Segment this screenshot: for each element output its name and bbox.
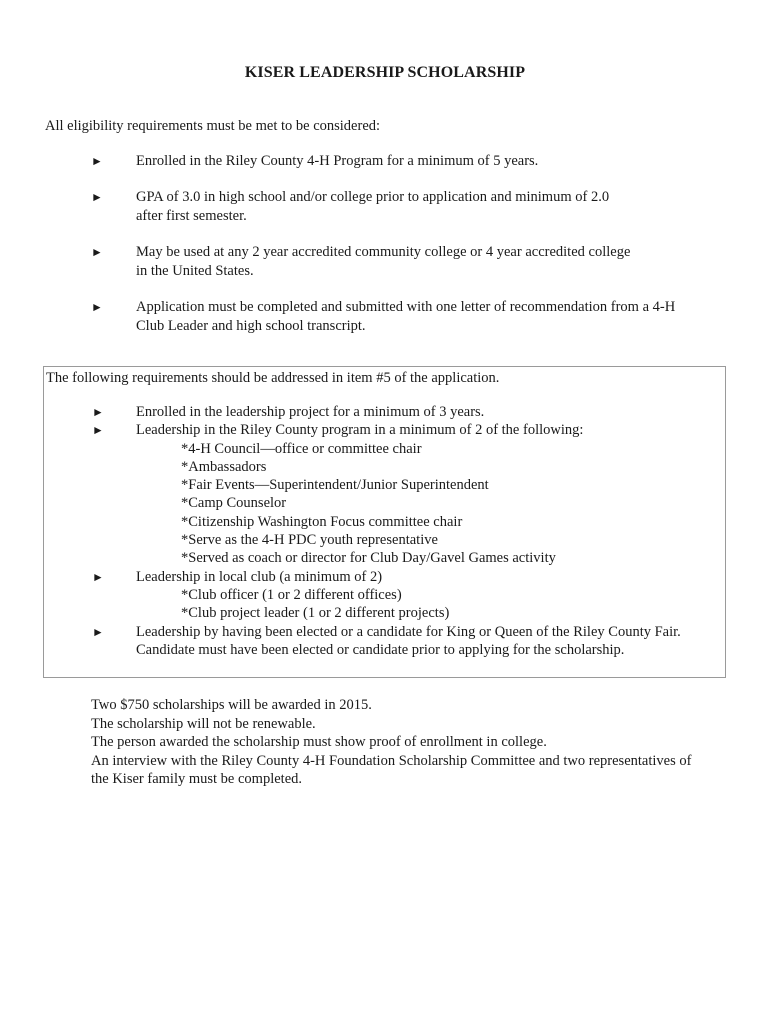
item5-item-text: Candidate must have been elected or candidate prior to applying for the scholarship.: [136, 641, 625, 658]
item5-subitem: [44, 513, 725, 531]
item5-list: [44, 403, 725, 659]
bullet-arrow-icon: ►: [92, 624, 104, 639]
item5-subitem: [44, 604, 725, 622]
item5-subitem: [44, 458, 725, 476]
bullet-arrow-icon: ►: [92, 423, 104, 438]
eligibility-item-text: [136, 188, 716, 226]
item5-subitem-text: *4-H Council—office or committee chair: [181, 440, 422, 457]
bullet-arrow-icon: ►: [91, 190, 103, 204]
eligibility-line: Enrolled in the Riley County 4-H Program for a minimum of 5 years.: [136, 153, 539, 169]
eligibility-line: in the United States.: [136, 263, 254, 279]
eligibility-item: [0, 298, 770, 336]
eligibility-item-text: [136, 152, 716, 171]
eligibility-line: Application must be completed and submitted with one letter of recommendation from a 4-H: [136, 299, 676, 315]
item5-item: [44, 421, 725, 439]
item5-requirements-box: [43, 366, 726, 678]
item5-subitem-text: *Club project leader (1 or 2 different projects): [181, 605, 450, 622]
eligibility-line: Club Leader and high school transcript.: [136, 318, 366, 334]
bullet-arrow-icon: ►: [92, 569, 104, 584]
closing-line: The person awarded the scholarship must show proof of enrollment in college.: [91, 734, 547, 751]
bullet-arrow-icon: ►: [91, 154, 103, 168]
item5-item: [44, 623, 725, 641]
eligibility-item: [0, 243, 770, 281]
item5-subitem-text: *Fair Events—Superintendent/Junior Superintendent: [181, 477, 489, 494]
item5-item: [44, 568, 725, 586]
eligibility-list: [0, 152, 770, 353]
closing-line: The scholarship will not be renewable.: [91, 715, 316, 732]
closing-line: the Kiser family must be completed.: [91, 771, 303, 788]
eligibility-item: [0, 152, 770, 171]
eligibility-line: May be used at any 2 year accredited community college or 4 year accredited college: [136, 244, 631, 260]
document-title: KISER LEADERSHIP SCHOLARSHIP: [244, 64, 526, 81]
item5-item-text: Leadership by having been elected or a candidate for King or Queen of the Riley County Fair.: [136, 623, 681, 640]
item5-subitem-text: *Serve as the 4-H PDC youth representative: [181, 532, 438, 549]
item5-subitem: [44, 531, 725, 549]
eligibility-intro: All eligibility requirements must be met to be considered:: [45, 118, 381, 134]
item5-item-continuation: [44, 641, 725, 659]
item5-subitem: [44, 586, 725, 604]
item5-subitem-text: *Served as coach or director for Club Day/Gavel Games activity: [181, 550, 556, 567]
item5-subitem: [44, 549, 725, 567]
item5-item-text: Leadership in local club (a minimum of 2): [136, 568, 383, 585]
item5-subitem-text: *Camp Counselor: [181, 495, 287, 512]
item5-item-text: Enrolled in the leadership project for a minimum of 3 years.: [136, 404, 485, 420]
eligibility-item: [0, 188, 770, 226]
item5-item-text: Leadership in the Riley County program in a minimum of 2 of the following:: [136, 422, 584, 439]
item5-item: [44, 403, 725, 421]
bullet-arrow-icon: ►: [92, 405, 104, 419]
bullet-arrow-icon: ►: [91, 300, 103, 314]
eligibility-line: GPA of 3.0 in high school and/or college prior to application and minimum of 2.0: [136, 189, 610, 205]
item5-subitem-text: *Club officer (1 or 2 different offices): [181, 586, 402, 603]
item5-subitem-text: *Ambassadors: [181, 458, 267, 475]
item5-intro: The following requirements should be addressed in item #5 of the application.: [46, 370, 500, 386]
bullet-arrow-icon: ►: [91, 245, 103, 259]
item5-subitem: [44, 476, 725, 494]
closing-line: Two $750 scholarships will be awarded in 2015.: [91, 697, 372, 713]
item5-subitem: [44, 440, 725, 458]
eligibility-item-text: [136, 243, 716, 281]
eligibility-line: after first semester.: [136, 208, 247, 224]
item5-subitem-text: *Citizenship Washington Focus committee chair: [181, 513, 463, 530]
eligibility-item-text: [136, 298, 716, 336]
closing-line: An interview with the Riley County 4-H Foundation Scholarship Committee and two representatives of: [91, 752, 692, 769]
closing-notes: [91, 696, 731, 789]
item5-subitem: [44, 494, 725, 512]
